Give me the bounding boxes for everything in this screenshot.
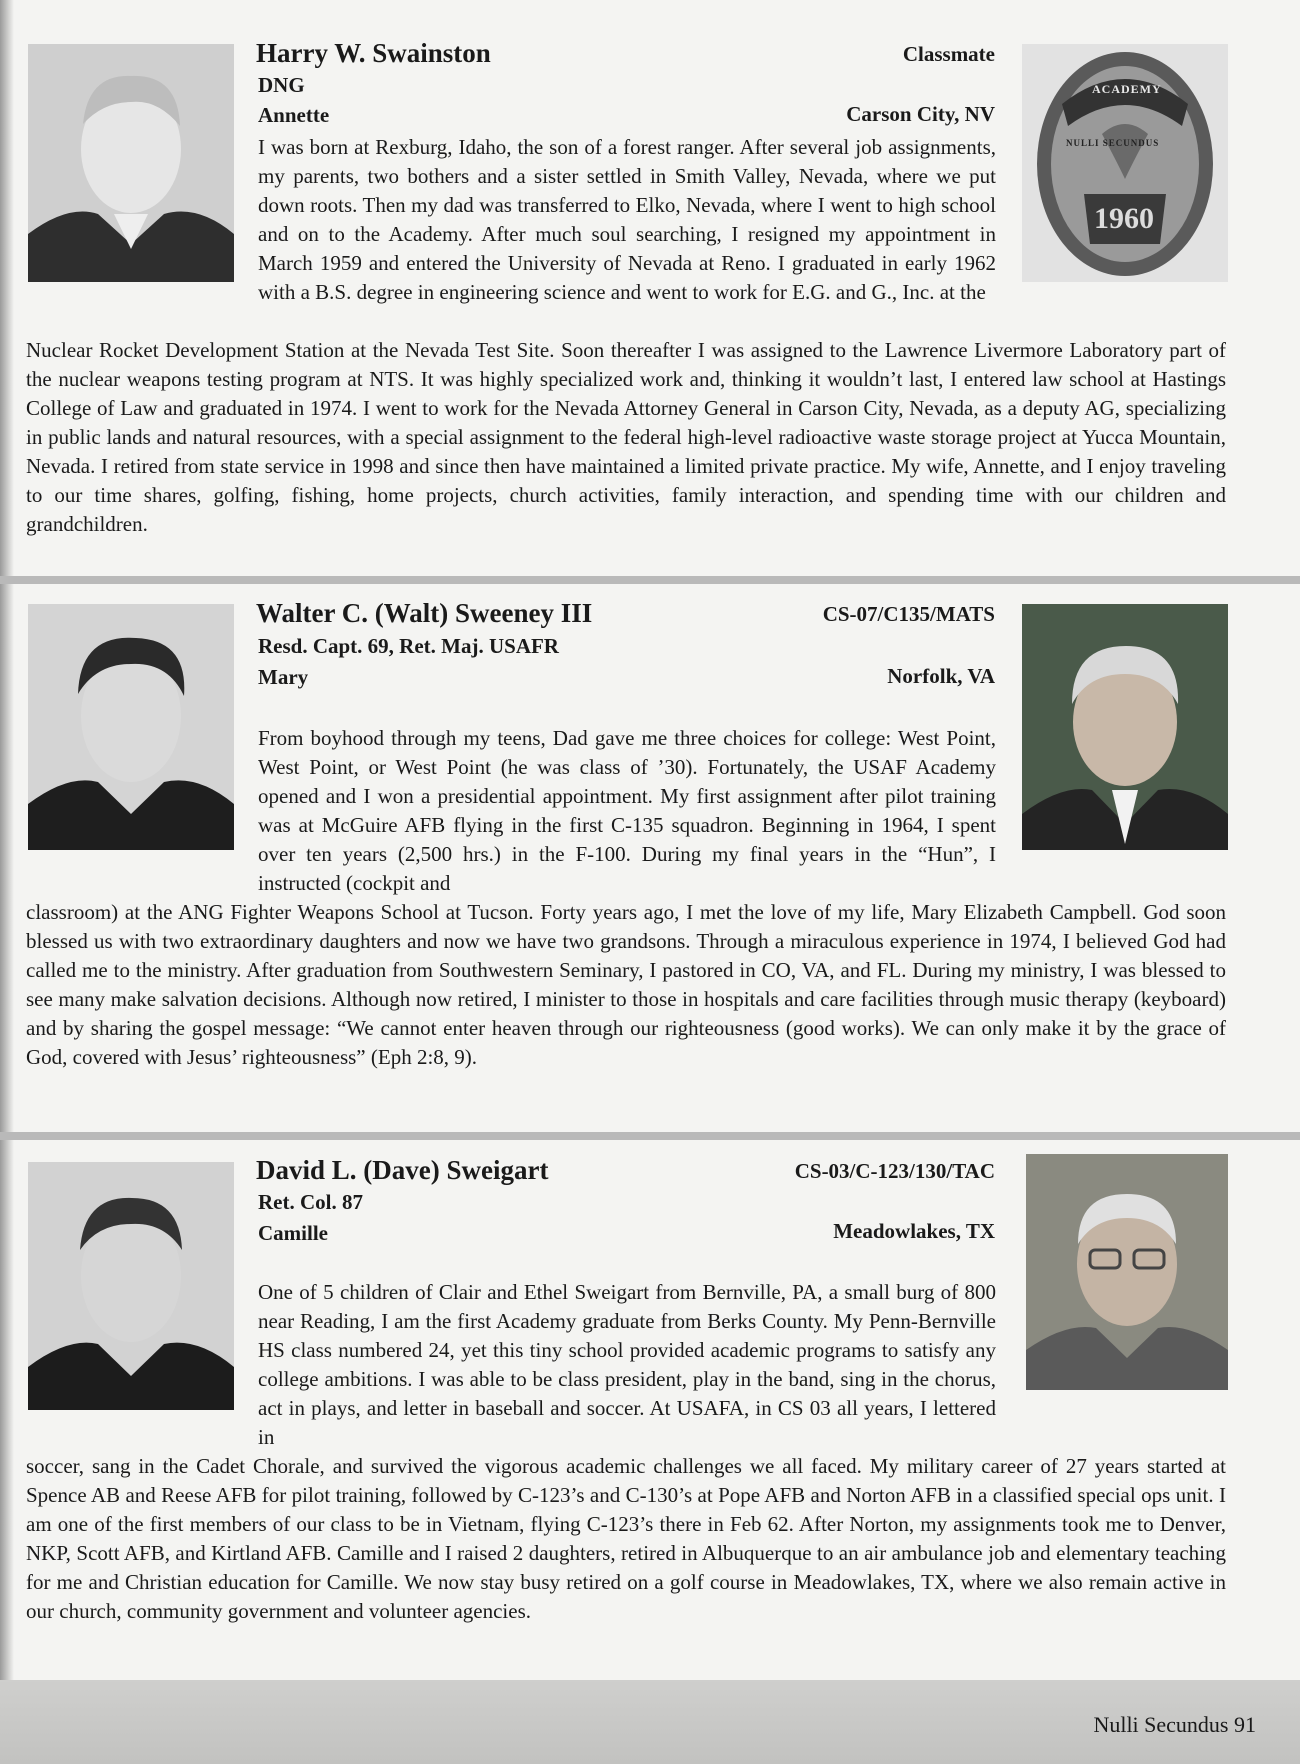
entry-spouse: Camille bbox=[258, 1221, 328, 1245]
entry-location: Carson City, NV bbox=[846, 102, 995, 126]
entry-bio-intro: One of 5 children of Clair and Ethel Sweigart from Bernville, PA, a small burg of 800 near Reading, I am the first Academy graduate from Berks County. My Penn-Bernville HS class numbered 24, yet this tiny school provided academic programs to satisfy any college ambitions. I was able to be class president, play in the band, sing in the chorus, act in plays, and letter in baseball and soccer. At USAFA, in CS 03 all years, I lettered in bbox=[258, 1280, 996, 1449]
entry-bio-intro: I was born at Rexburg, Idaho, the son of a forest ranger. After several job assignments, my parents, two bothers and a sister settled in Smith Valley, Nevada, where we put down roots. Then my dad was transferred to Elko, Nevada, where I went to high school and on to the Academy. After much soul searching, I resigned my appointment in March 1959 and entered the University of Nevada at Reno. I graduated in early 1962 with a B.S. degree in engineering science and went to work for E.G. and G., Inc. at the bbox=[258, 135, 996, 304]
page-footer: Nulli Secundus 91 bbox=[1093, 1712, 1256, 1737]
entry-rank: Ret. Col. 87 bbox=[258, 1190, 363, 1214]
entry-name: David L. (Dave) Sweigart bbox=[256, 1155, 549, 1185]
entry-name: Harry W. Swainston bbox=[256, 38, 491, 68]
class-ring-icon bbox=[1022, 44, 1228, 282]
portrait-silhouette-icon bbox=[28, 44, 234, 282]
entry-status: Classmate bbox=[902, 42, 995, 66]
class-ring-image bbox=[1022, 44, 1228, 282]
ring-year-text: 1960 bbox=[1094, 202, 1154, 235]
page-edge-shadow bbox=[0, 0, 14, 1764]
entry-spouse: Mary bbox=[258, 665, 309, 689]
entry-name: Walter C. (Walt) Sweeney III bbox=[256, 598, 593, 628]
entry-bio-continued: soccer, sang in the Cadet Chorale, and survived the vigorous academic challenges we all faced. My military career of 27 years started at Spence AB and Reese AFB for pilot training, followed by C-123’s and C-130’s at Pope AFB and Norton AFB in a classified special ops unit. I am one of the first members of our class to be in Vietnam, flying C-123’s there in Feb 62. After Norton, my assignments took me to Denver, NKP, Scott AFB, and Kirtland AFB. Camille and I raised 2 daughters, retired in Albuquerque to an air ambulance job and elementary teaching for me and Christian education for Camille. We now stay busy retired on a golf course in Meadowlakes, TX, where we also remain active in our church, community government and volunteer agencies. bbox=[26, 1454, 1226, 1623]
cadet-portrait-photo bbox=[28, 44, 234, 282]
section-divider bbox=[0, 1132, 1300, 1140]
entry-rank: Resd. Capt. 69, Ret. Maj. USAFR bbox=[258, 634, 559, 658]
entry-bio-continued: Nuclear Rocket Development Station at the Nevada Test Site. Soon thereafter I was assigned to the Lawrence Livermore Laboratory part of the nuclear weapons testing program at NTS. It was highly specialized work and, thinking it wouldn’t last, I entered law school at Hastings College of Law and graduated in 1974. I went to work for the Nevada Attorney General in Carson City, Nevada, as a deputy AG, specializing in public lands and natural resources, with a special assignment to the federal high-level radioactive waste storage project at Yucca Mountain, Nevada. I retired from state service in 1998 and since then have maintained a limited private practice. My wife, Annette, and I enjoy traveling to our time shares, golfing, fishing, home projects, church activities, family interaction, and spending time with our children and grandchildren. bbox=[26, 338, 1226, 536]
entry-location: Meadowlakes, TX bbox=[833, 1219, 995, 1243]
portrait-silhouette-icon bbox=[1022, 604, 1228, 850]
entry-bio-continued: classroom) at the ANG Fighter Weapons School at Tucson. Forty years ago, I met the love of my life, Mary Elizabeth Campbell. God soon blessed us with two extraordinary daughters and now we have two grandsons. Through a miraculous experience in 1974, I believed God had called me to the ministry. After graduation from Southwestern Seminary, I pastored in CO, VA, and FL. During my ministry, I was blessed to see many make salvation decisions. Although now retired, I minister to those in hospitals and care facilities through music therapy (keyboard) and by sharing the gospel message: “We cannot enter heaven through our righteousness (good works). We can only make it by the grace of God, covered with Jesus’ righteousness” (Eph 2:8, 9). bbox=[26, 900, 1226, 1069]
portrait-silhouette-icon bbox=[28, 604, 234, 850]
ring-motto-text: NULLI SECUNDUS bbox=[1066, 138, 1160, 148]
cadet-portrait-photo bbox=[28, 604, 234, 850]
current-portrait-photo bbox=[1026, 1154, 1228, 1390]
entry-location: Norfolk, VA bbox=[887, 664, 995, 688]
current-portrait-photo bbox=[1022, 604, 1228, 850]
ring-school-text: ACADEMY bbox=[1092, 82, 1162, 96]
portrait-silhouette-icon bbox=[1026, 1154, 1228, 1390]
entry-spouse: Annette bbox=[258, 103, 330, 127]
portrait-silhouette-icon bbox=[28, 1162, 234, 1410]
section-divider bbox=[0, 576, 1300, 584]
cadet-portrait-photo bbox=[28, 1162, 234, 1410]
entry-bio-intro: From boyhood through my teens, Dad gave me three choices for college: West Point, West Point, or West Point (he was class of ’30). Fortunately, the USAF Academy opened and I won a presidential appointment. My first assignment after pilot training was at McGuire AFB flying in the first C-135 squadron. Beginning in 1964, I spent over ten years (2,500 hrs.) in the F-100. During my final years in the “Hun”, I instructed (cockpit and bbox=[258, 726, 996, 895]
entry-rank: DNG bbox=[258, 73, 305, 97]
entry-status: CS-07/C135/MATS bbox=[822, 602, 995, 626]
entry-status: CS-03/C-123/130/TAC bbox=[794, 1159, 995, 1183]
